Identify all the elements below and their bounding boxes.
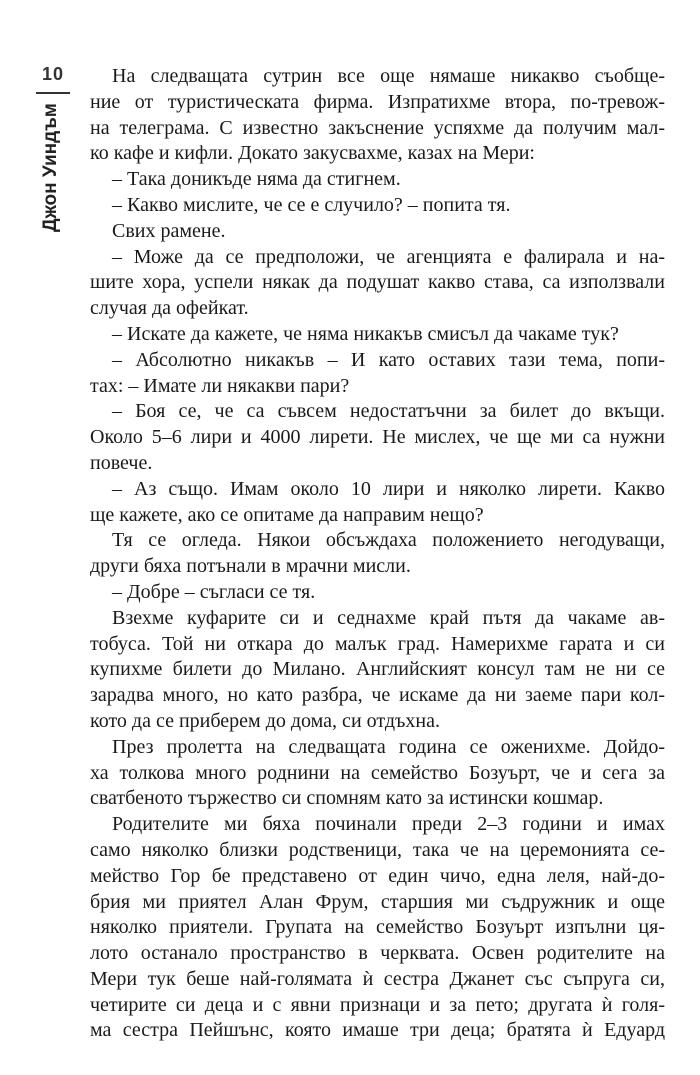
page-number: 10 [41, 64, 65, 84]
text-line: ко кафе и кифли. Докато закусвахме, казах на Мери: [90, 142, 535, 165]
text-line: сватбеното тържество си спомням като за истински кошмар. [90, 787, 604, 810]
text-line: кото да се приберем до дома, си отдъхна. [90, 709, 440, 732]
text-line: Тя се огледа. Някои обсъждаха положението негодуващи, [112, 529, 665, 552]
text-line: – Добре – съгласи се тя. [112, 580, 316, 603]
running-head-author: Джон Уиндъм [40, 103, 61, 232]
text-line: шите хора, успели някак да подушат какво става, са използвали [90, 271, 665, 294]
text-line: купихме билети до Милано. Английският консул там не ни се [90, 658, 665, 681]
text-line: – Боя се, че са съвсем недостатъчни за билет до вкъщи. [112, 400, 665, 423]
text-line: Родителите ми бяха починали преди 2–3 години и имах [112, 813, 665, 836]
text-line: четирите си деца и с явни признаци и за пето; другата ѝ голя- [90, 993, 665, 1016]
text-line: ще кажете, ако се опитаме да направим нещо? [90, 503, 484, 526]
text-line: зарадва много, но като разбра, че искаме да ни заеме пари кол- [90, 684, 665, 707]
text-line: случая да офейкат. [90, 297, 249, 320]
text-line: През пролетта на следващата година се оженихме. Дойдо- [112, 735, 665, 758]
text-line: ние от туристическата фирма. Изпратихме втора, по-тревож- [90, 90, 665, 113]
text-line: тобуса. Той ни откара до малък град. Намерихме гарата и си [90, 632, 665, 655]
text-line: Около 5–6 лири и 4000 лирети. Не мислех, че ще ми са нужни [90, 426, 665, 449]
text-line: Взехме куфарите си и седнахме край пътя да чакаме ав- [112, 606, 665, 629]
text-line: повече. [90, 451, 153, 474]
text-line: няколко приятели. Групата на семейство Бозуърт изпълни ця- [90, 916, 665, 939]
text-line: – Какво мислите, че се е случило? – попита тя. [112, 193, 511, 216]
text-line: – Абсолютно никакъв – И като оставих тази тема, попи- [112, 348, 665, 371]
text-line: други бяха потънали в мрачни мисли. [90, 555, 411, 578]
text-line: ха толкова много роднини на семейство Бозуърт, че и сега за [90, 761, 665, 784]
text-line: – Може да се предположи, че агенцията е фалирала и на- [112, 245, 665, 268]
text-line: – Искате да кажете, че няма никакъв смисъл да чакаме тук? [112, 322, 619, 345]
header-rule [36, 92, 70, 94]
text-line: Мери тук беше най-голямата ѝ сестра Джанет със съпруга си, [90, 967, 665, 990]
text-line: Свих рамене. [112, 219, 226, 242]
body-text [90, 64, 665, 1064]
text-line: – Така доникъде няма да стигнем. [112, 168, 401, 191]
text-line: мейство Гор бе представено от един чичо, една леля, най-до- [90, 864, 665, 887]
text-line: само няколко близки родственици, така че на церемонията се- [90, 838, 665, 861]
text-line: ма сестра Пейшънс, която имаше три деца; братята ѝ Едуард [90, 1019, 665, 1042]
text-line: На следващата сутрин все още нямаше никакво съобще- [112, 65, 665, 87]
text-line: лото останало пространство в черквата. Освен родителите на [90, 942, 665, 965]
text-line: – Аз също. Имам около 10 лири и няколко лирети. Какво [112, 477, 665, 500]
text-line: тах: – Имате ли някакви пари? [90, 374, 350, 397]
text-line: брия ми приятел Алан Фрум, старшия ми съдружник и още [90, 890, 665, 913]
text-line: на телеграма. С известно закъснение успяхме да получим мал- [90, 116, 665, 139]
